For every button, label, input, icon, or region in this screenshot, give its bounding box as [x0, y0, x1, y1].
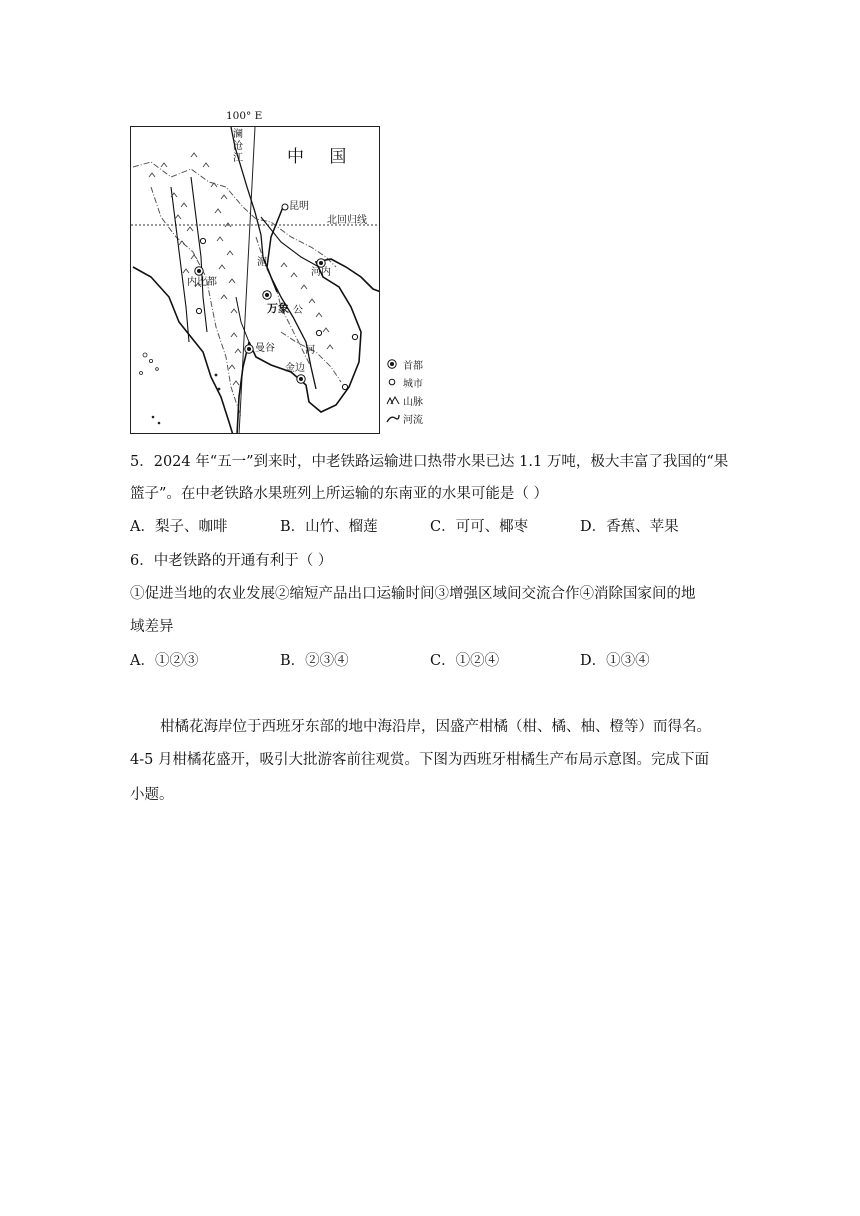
question-5-line-2: 篮子”。在中老铁路水果班列上所运输的东南亚的水果可能是（ ）	[130, 486, 549, 502]
chao-phraya-river	[236, 297, 249, 342]
river-icon	[386, 412, 400, 424]
legend-city-label: 城市	[403, 378, 423, 390]
mountain-icon	[386, 394, 400, 406]
question-5-line-1: 5．2024 年“五一”到来时，中老铁路运输进口热带水果已达 1.1 万吨，极大丰富了我国的“果	[130, 454, 729, 470]
question-6-items-line-1: ①促进当地的农业发展②缩短产品出口运输时间③增强区域间交流合作④消除国家间的地	[130, 586, 696, 602]
legend-river-label: 河流	[403, 414, 423, 426]
naypyidaw-label: 内比都	[187, 277, 217, 288]
irrawaddy-river	[171, 187, 189, 342]
question-6-option-b: B．②③④	[280, 653, 349, 669]
island-mark	[218, 388, 221, 391]
lancang-river-label: 澜沧江	[233, 129, 243, 164]
question-5-option-c: C．可可、椰枣	[430, 519, 529, 535]
question-5-option-b: B．山竹、榴莲	[280, 519, 378, 535]
island-mark	[143, 353, 147, 357]
coast-gulf-of-thailand-vietnam	[249, 259, 380, 412]
island-mark	[215, 374, 218, 377]
map-frame	[130, 126, 380, 434]
city-markers	[196, 204, 357, 390]
island-mark	[156, 368, 159, 371]
passage-line-2: 4-5 月柑橘花盛开，吸引大批游客前往观赏。下图为西班牙柑橘生产布局示意图。完成下面	[130, 752, 709, 768]
legend-mountain-label: 山脉	[403, 396, 423, 408]
legend-capital-label: 首都	[403, 360, 423, 372]
question-6-option-c: C．①②④	[430, 653, 500, 669]
city-marker	[352, 334, 357, 339]
question-6-items-line-2: 域差异	[130, 619, 174, 635]
mekong-label-lower: 河	[305, 345, 315, 356]
question-6-option-a: A．①②③	[130, 653, 199, 669]
question-6-stem: 6．中老铁路的开通有利于（ ）	[130, 553, 333, 569]
map-drawing	[131, 127, 380, 434]
kunming-label: 昆明	[289, 201, 309, 212]
city-marker	[316, 330, 321, 335]
question-6-option-d: D．①③④	[580, 653, 650, 669]
southeast-asia-map-figure	[128, 110, 438, 440]
vientiane-label: 万象	[267, 302, 289, 315]
meridian-100e-line	[239, 127, 255, 434]
island-mark	[140, 372, 143, 375]
mekong-label-mid: 公	[293, 305, 303, 316]
island-mark	[152, 416, 155, 419]
city-icon	[386, 376, 400, 388]
legend-river	[386, 410, 423, 426]
mekong-label-upper: 湄	[257, 257, 267, 268]
coast-bay-of-bengal	[133, 267, 233, 434]
bangkok-label: 曼谷	[255, 343, 275, 354]
border-myanmar-thailand	[151, 187, 241, 417]
island-mark	[158, 422, 161, 425]
legend-city	[386, 374, 423, 390]
tropic-label: 北回归线	[327, 215, 367, 226]
city-marker	[196, 308, 201, 313]
passage-line-1: 柑橘花海岸位于西班牙东部的地中海沿岸，因盛产柑橘（柑、橘、柚、橙等）而得名。	[160, 719, 711, 735]
hanoi-label: 河内	[311, 267, 331, 278]
passage-line-3: 小题。	[130, 787, 174, 803]
phnom-penh-label: 金边	[285, 363, 305, 374]
island-mark	[149, 359, 152, 362]
city-kunming	[282, 204, 288, 210]
china-label: 中 国	[287, 147, 357, 167]
border-china-south	[133, 162, 336, 267]
city-marker	[342, 384, 347, 389]
question-5-option-a: A．梨子、咖啡	[130, 519, 228, 535]
question-5-option-d: D．香蕉、苹果	[580, 519, 679, 535]
capital-icon	[386, 358, 400, 370]
city-marker	[200, 238, 205, 243]
legend-mountain	[386, 392, 423, 408]
longitude-label: 100° E	[226, 110, 263, 122]
china-laos-railway	[267, 207, 283, 292]
legend-capital	[386, 356, 423, 372]
